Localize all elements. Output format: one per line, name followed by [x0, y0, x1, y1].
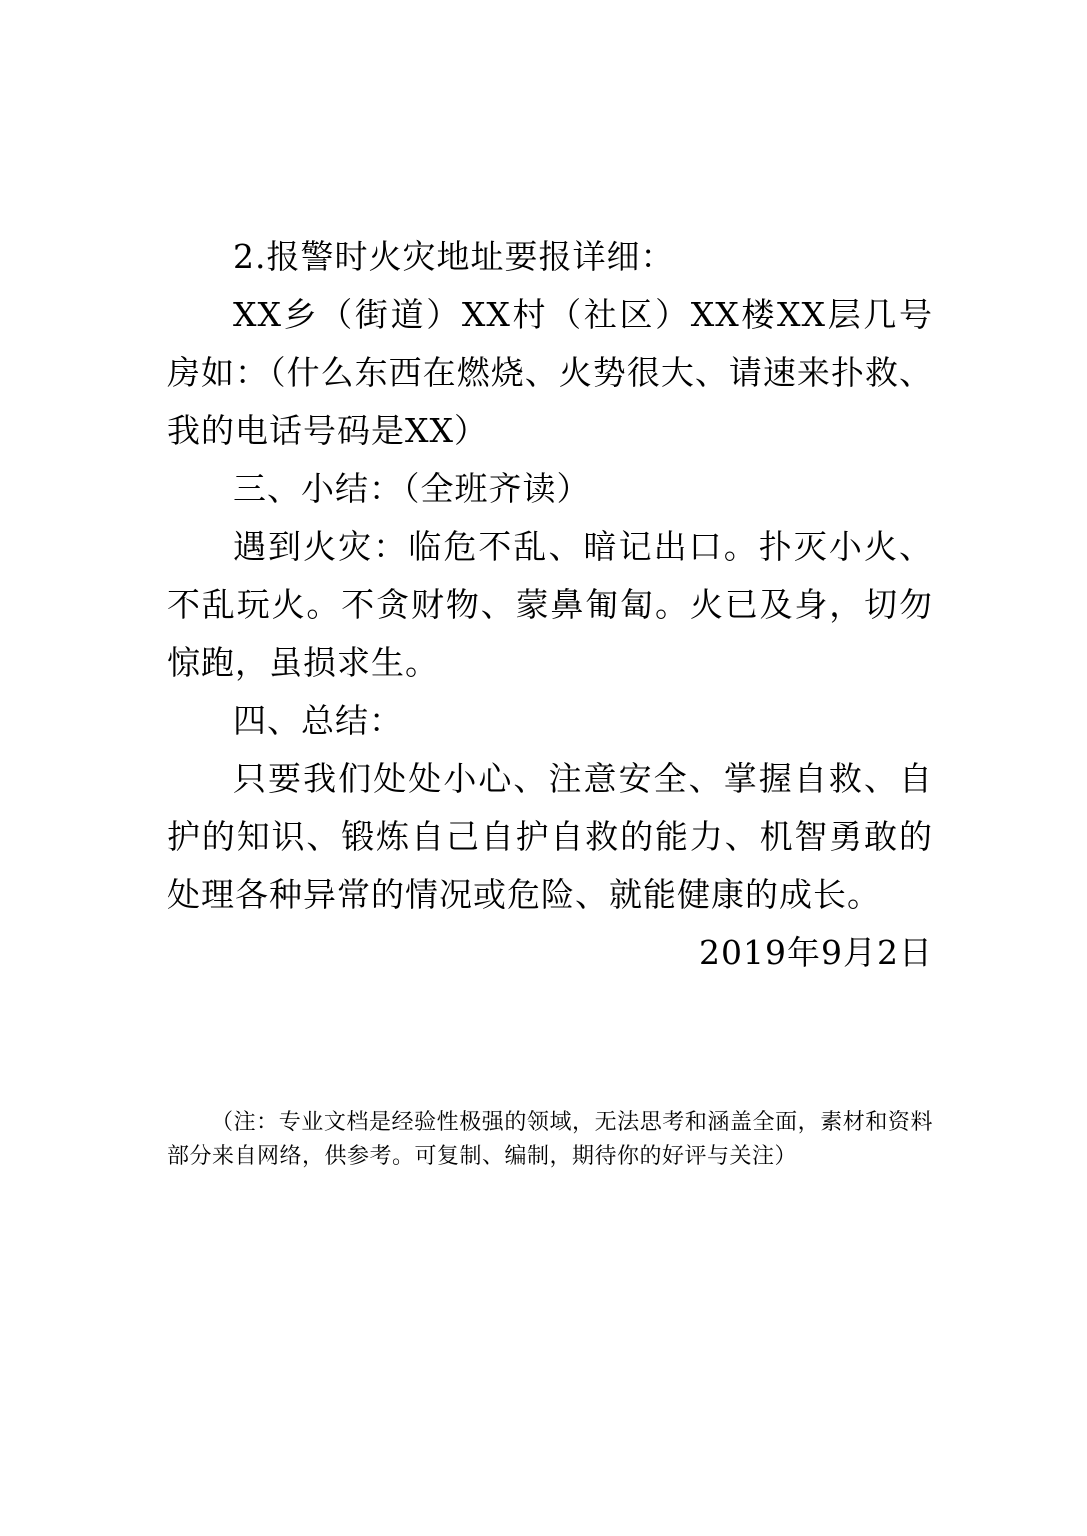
- document-date: 2019年9月2日: [699, 933, 933, 972]
- paragraph-conclusion: 只要我们处处小心、注意安全、掌握自救、自护的知识、锻炼自己自护自救的能力、机智勇敢的处理各种异常的情况或危险、就能健康的成长。: [167, 759, 933, 914]
- paragraph-address-example: XX乡（街道）XX村（社区）XX楼XX层几号房如：（什么东西在燃烧、火势很大、请速来扑救、我的电话号码是XX）: [167, 295, 933, 450]
- heading-summary: 三、小结：（全班齐读）: [233, 469, 591, 508]
- paragraph-alarm-address: 2.报警时火灾地址要报详细：: [233, 237, 675, 276]
- document-body: [167, 228, 933, 982]
- paragraph-fire-rules: 遇到火灾：临危不乱、暗记出口。扑灭小火、不乱玩火。不贪财物、蒙鼻匍匐。火已及身，切勿惊跑，虽损求生。: [167, 527, 933, 682]
- heading-conclusion: 四、总结：: [233, 701, 403, 740]
- disclaimer-note: （注：专业文档是经验性极强的领域，无法思考和涵盖全面，素材和资料部分来自网络，供参考。可复制、编制，期待你的好评与关注）: [167, 1110, 933, 1169]
